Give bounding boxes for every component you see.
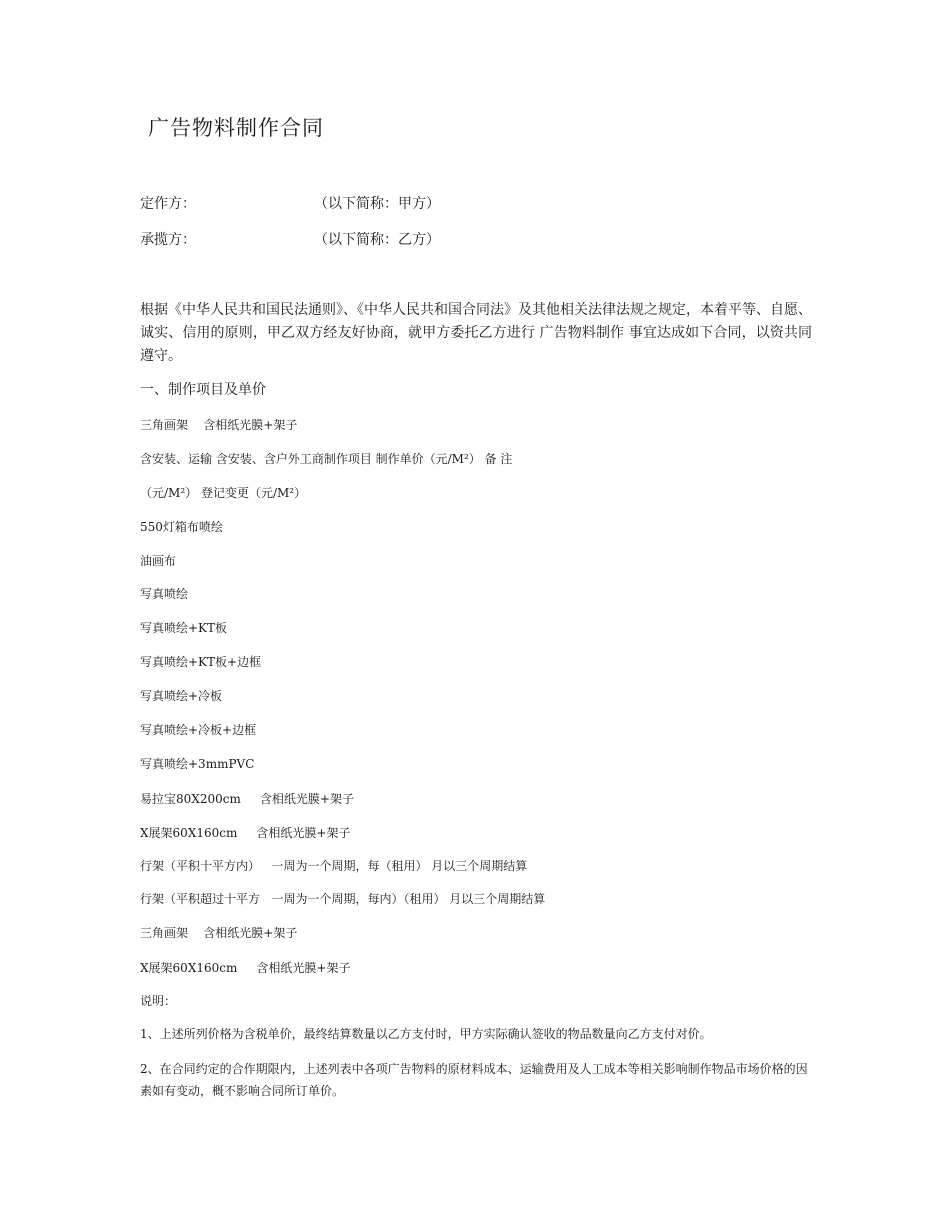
list-item: 写真喷绘+3mmPVC <box>140 757 255 771</box>
party-b-note: （以下简称：乙方） <box>314 232 440 248</box>
section-heading: 一、制作项目及单价 <box>140 382 266 398</box>
note-paragraph: 1、上述所列价格为含税单价，最终结算数量以乙方支付时，甲方实际确认签收的物品数量向乙方支付对价。 <box>140 1027 712 1041</box>
party-b-label: 承揽方： <box>140 232 196 248</box>
party-a-label: 定作方： <box>140 196 196 212</box>
list-item: 三角画架 含相纸光膜+架子 <box>140 926 298 940</box>
list-item: 说明： <box>140 994 177 1008</box>
party-a-note: （以下简称：甲方） <box>314 196 440 212</box>
preamble-paragraph: 根据《中华人民共和国民法通则》、《中华人民共和国合同法》及其他相关法律法规之规定，本着平等、自愿、诚实、信用的原则，甲乙双方经友好协商，就甲方委托乙方进行 广告物料制作 事宜达成如下合同，以资共同遵守。 <box>140 302 812 364</box>
list-item: 写真喷绘+冷板 <box>140 689 223 703</box>
document-title: 广告物料制作合同 <box>148 116 324 140</box>
list-item: 行架（平积十平方内） 一周为一个周期，每（租用） 月以三个周期结算 <box>140 859 528 873</box>
list-item: 550灯箱布喷绘 <box>140 520 223 534</box>
party-a-row <box>140 193 560 213</box>
list-item: 写真喷绘+KT板+边框 <box>140 655 262 669</box>
list-item: 写真喷绘+KT板 <box>140 621 228 635</box>
list-item: X展架60X160cm 含相纸光膜+架子 <box>140 826 351 840</box>
list-item: 油画布 <box>140 554 177 568</box>
list-item: 行架（平积超过十平方 一周为一个周期，每内）（租用） 月以三个周期结算 <box>140 892 546 906</box>
list-item: X展架60X160cm 含相纸光膜+架子 <box>140 961 351 975</box>
list-item: 写真喷绘+冷板+边框 <box>140 723 257 737</box>
list-item: 易拉宝80X200cm 含相纸光膜+架子 <box>140 792 354 806</box>
note-paragraph: 2、在合同约定的合作期限内，上述列表中各项广告物料的原材料成本、运输费用及人工成本等相关影响制作物品市场价格的因素如有变动，概不影响合同所订单价。 <box>140 1062 808 1098</box>
list-item: （元/M²） 登记变更（元/M²） <box>140 486 307 500</box>
list-item: 三角画架 含相纸光膜+架子 <box>140 418 298 432</box>
party-b-row <box>140 229 560 249</box>
list-item: 含安装、运输 含安装、含户外工商制作项目 制作单价（元/M²） 备 注 <box>140 452 513 466</box>
list-item: 写真喷绘 <box>140 587 189 601</box>
